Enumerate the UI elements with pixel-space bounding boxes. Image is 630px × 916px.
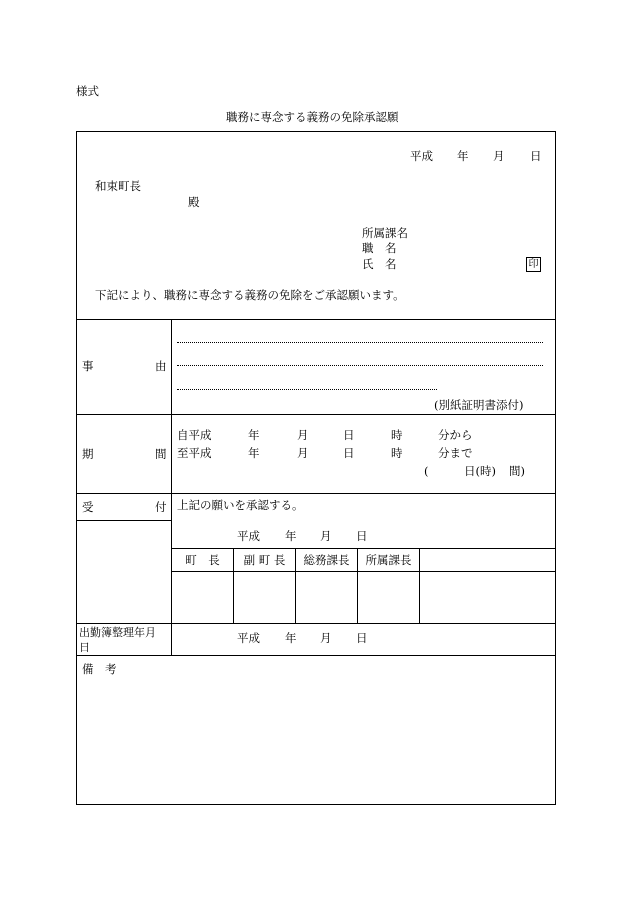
attendance-date-era: 平成 (237, 631, 260, 645)
dept-label: 所属課名 (362, 226, 408, 240)
position-label: 職 名 (362, 241, 397, 255)
row-divider-header (76, 319, 556, 320)
reason-line-1 (177, 342, 543, 343)
period-duration-open: ( (424, 464, 429, 478)
row-divider-attendance (76, 655, 556, 656)
attendance-date-year: 年 (285, 631, 297, 645)
addressee: 和束町長 (95, 179, 141, 193)
header-date-era: 平成 (410, 149, 433, 163)
approver-deputy-mayor: 副 町 長 (243, 553, 286, 567)
period-to-year: 年 (248, 446, 260, 460)
period-label-left: 期 (82, 447, 94, 461)
seal-mark: 印 (526, 257, 541, 272)
approval-text: 上記の願いを承認する。 (177, 498, 304, 512)
period-from-prefix: 自平成 (177, 428, 212, 442)
remarks-label: 備 考 (82, 662, 117, 676)
form-label: 様式 (76, 84, 99, 98)
period-from-suffix: 分から (438, 428, 473, 442)
period-to-day: 日 (343, 446, 355, 460)
stamp-grid-col4 (419, 548, 420, 623)
period-from-month: 月 (297, 428, 309, 442)
header-date-year: 年 (457, 149, 469, 163)
period-to-prefix: 至平成 (177, 446, 212, 460)
header-date-month: 月 (493, 149, 505, 163)
approval-date-day: 日 (356, 529, 368, 543)
period-from-year: 年 (248, 428, 260, 442)
period-to-hour: 時 (391, 446, 403, 460)
period-from-hour: 時 (391, 428, 403, 442)
name-label: 氏 名 (362, 257, 397, 271)
attendance-date-day: 日 (356, 631, 368, 645)
attendance-date-month: 月 (320, 631, 332, 645)
attendance-label-line1: 出勤簿整理年月 (79, 626, 156, 639)
approver-mayor: 町 長 (185, 553, 220, 567)
form-title: 職務に専念する義務の免除承認願 (226, 110, 399, 124)
approval-date-era: 平成 (237, 529, 260, 543)
period-from-day: 日 (343, 428, 355, 442)
request-text: 下記により、職務に専念する義務の免除をご承認願います。 (95, 288, 405, 302)
reason-note: (別紙証明書添付) (434, 398, 524, 412)
period-to-suffix: 分まで (438, 446, 473, 460)
reason-line-3 (177, 389, 437, 390)
attendance-label-line2: 日 (79, 641, 90, 654)
label-column-divider (171, 319, 172, 655)
period-to-month: 月 (297, 446, 309, 460)
row-divider-receipt-label (76, 520, 171, 521)
row-divider-period (76, 493, 556, 494)
period-label-right: 間 (155, 447, 167, 461)
approver-general-affairs: 総務課長 (303, 553, 350, 567)
stamp-grid-top (171, 548, 556, 549)
approval-date-year: 年 (285, 529, 297, 543)
header-date-day: 日 (530, 149, 542, 163)
receipt-label-left: 受 (82, 500, 94, 514)
receipt-label-right: 付 (155, 500, 167, 514)
approver-department-head: 所属課長 (365, 553, 412, 567)
row-divider-receipt (76, 623, 556, 624)
reason-label-left: 事 (82, 359, 94, 373)
stamp-grid-mid (171, 571, 556, 572)
row-divider-reason (76, 414, 556, 415)
reason-line-2 (177, 365, 543, 366)
period-duration-unit: 日(時) (464, 464, 496, 478)
reason-label-right: 由 (155, 359, 167, 373)
period-duration-close: 間) (509, 464, 525, 478)
honorific: 殿 (188, 195, 200, 209)
approval-date-month: 月 (320, 529, 332, 543)
